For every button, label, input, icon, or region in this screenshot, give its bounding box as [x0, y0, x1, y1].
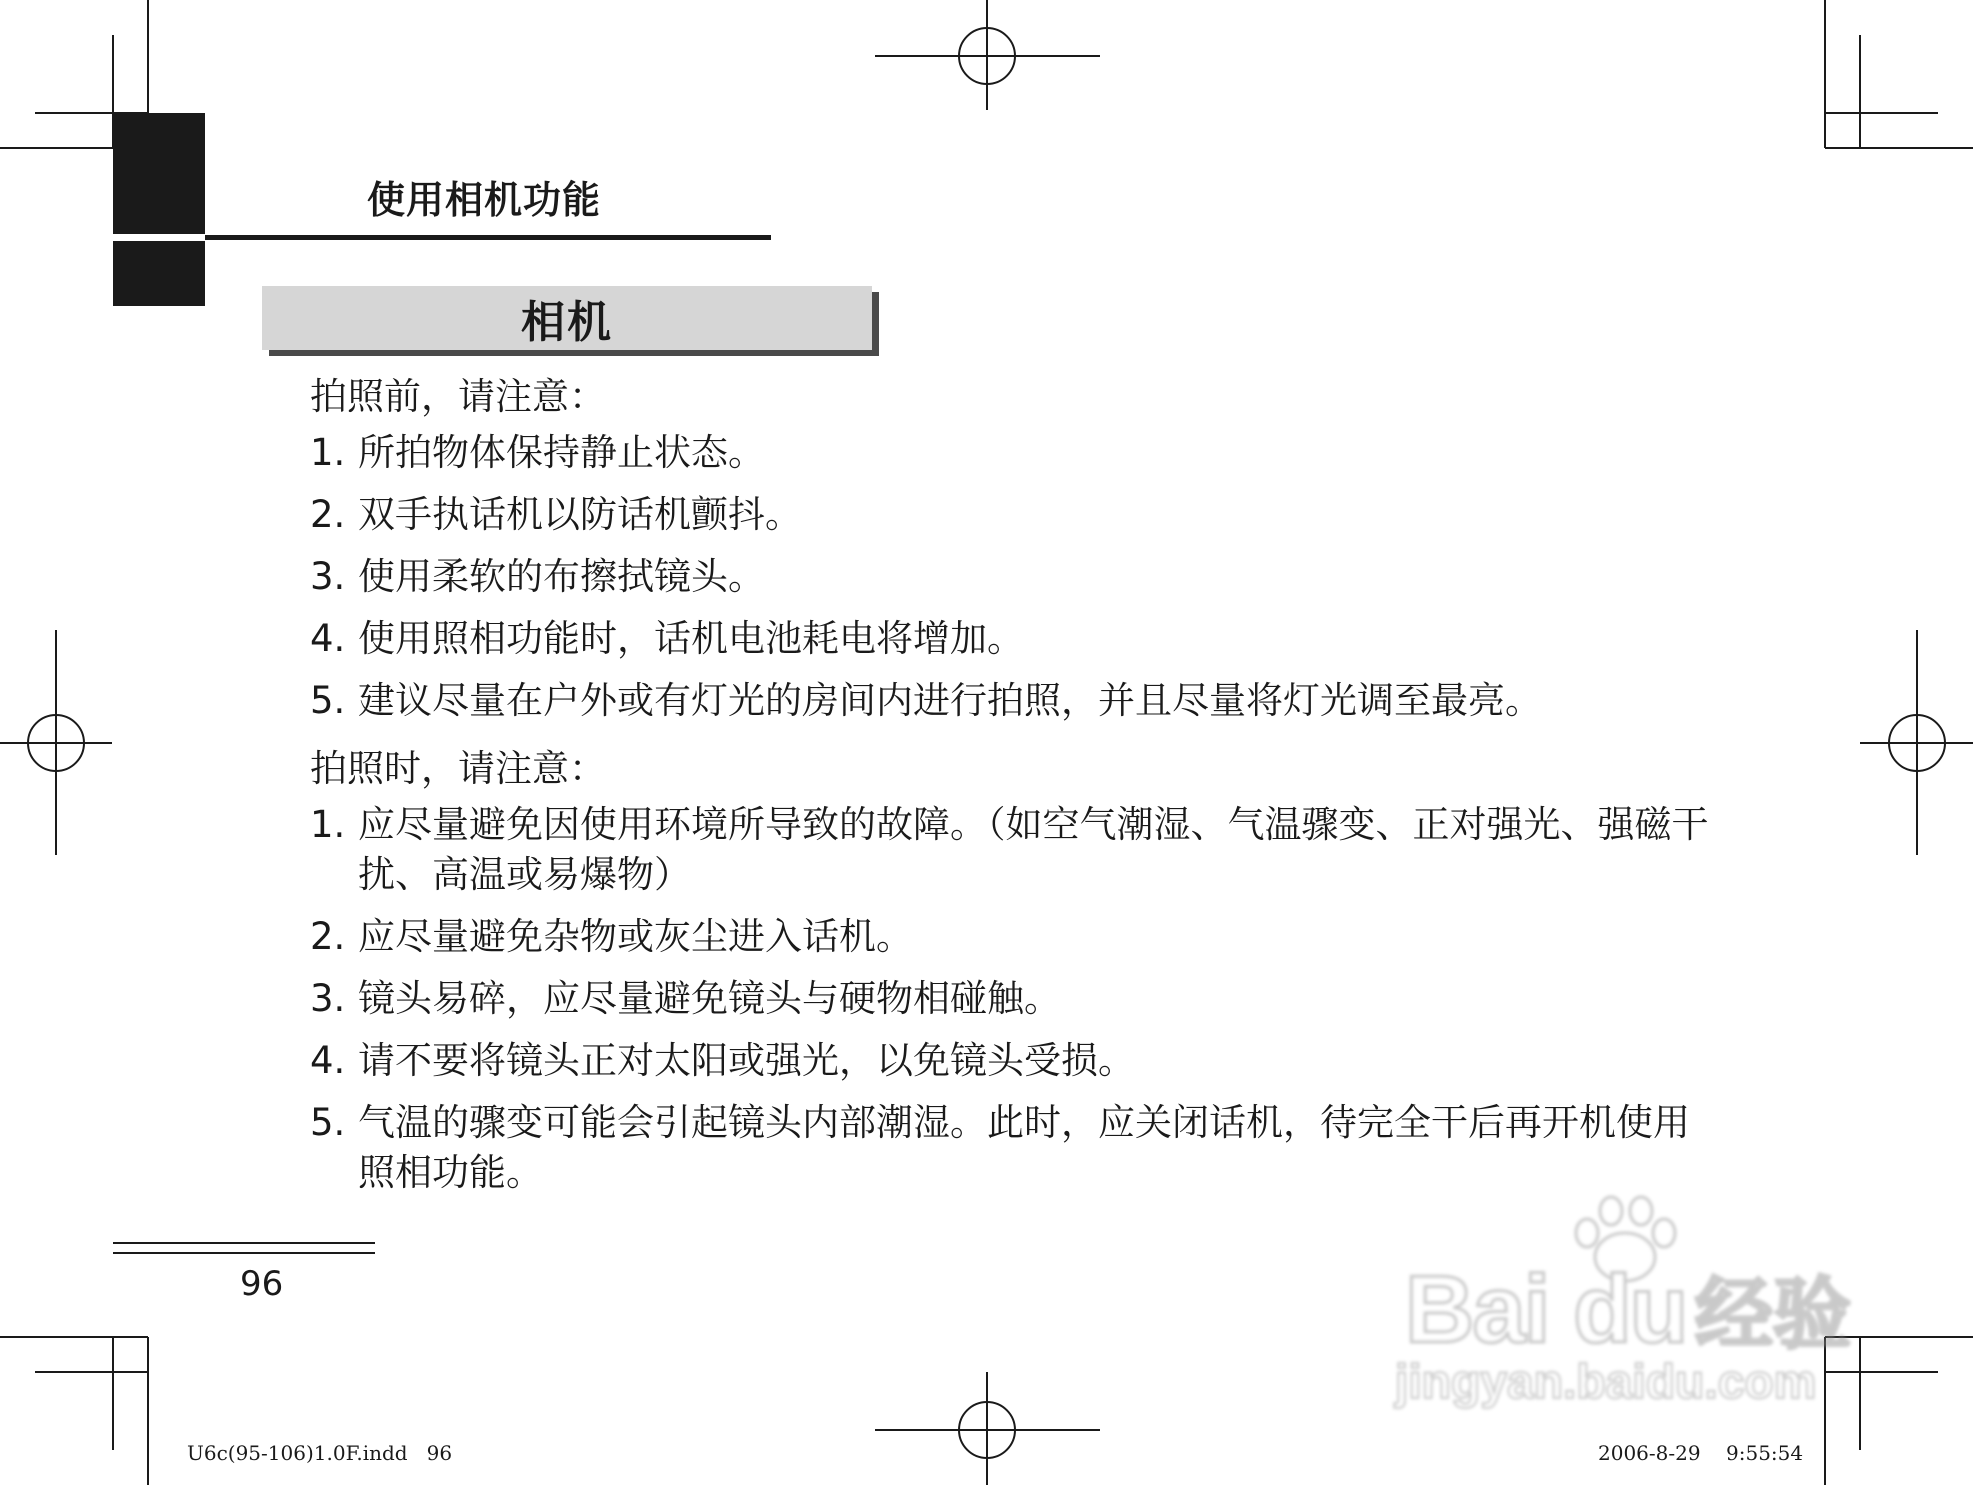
footer-rule-top [113, 1242, 375, 1244]
list-number: 2. [310, 915, 346, 958]
list-item [310, 974, 1720, 1024]
list-number: 1. [310, 803, 346, 846]
list-number: 4. [310, 1039, 346, 1082]
list-text: 请不要将镜头正对太阳或强光，以免镜头受损。 [358, 1039, 1135, 1082]
list-item [310, 676, 1720, 726]
baidu-jingyan-watermark [1395, 1195, 1865, 1410]
list-number: 4. [310, 617, 346, 660]
list-text: 气温的骤变可能会引起镜头内部潮湿。此时，应关闭话机，待完全干后再开机使用照相功能。 [358, 1101, 1690, 1194]
print-slug-datetime: 2006-8-29 9:55:54 [1598, 1441, 1804, 1465]
section-header-rule [205, 235, 771, 240]
list-number: 5. [310, 679, 346, 722]
list-text: 使用照相功能时，话机电池耗电将增加。 [358, 617, 1024, 660]
before-shooting-heading: 拍照前，请注意： [310, 375, 606, 418]
list-text: 镜头易碎，应尽量避免镜头与硬物相碰触。 [358, 977, 1061, 1020]
list-number: 2. [310, 493, 346, 536]
list-text: 建议尽量在户外或有灯光的房间内进行拍照，并且尽量将灯光调至最亮。 [358, 679, 1542, 722]
list-item [310, 912, 1720, 962]
footer-rule-bottom [113, 1252, 375, 1254]
list-text: 所拍物体保持静止状态。 [358, 431, 765, 474]
section-header: 使用相机功能 [367, 178, 602, 222]
list-item [310, 800, 1725, 900]
list-text: 使用柔软的布擦拭镜头。 [358, 555, 765, 598]
chapter-thumb-tab-lower [113, 241, 205, 306]
list-item [310, 1098, 1725, 1198]
list-item [310, 552, 1720, 602]
during-shooting-heading: 拍照时，请注意： [310, 747, 606, 790]
page-number: 96 [240, 1264, 284, 1304]
list-item [310, 428, 1720, 478]
list-text: 应尽量避免因使用环境所导致的故障。（如空气潮湿、气温骤变、正对强光、强磁干扰、高温或易爆物） [358, 803, 1709, 896]
body-content [310, 366, 1720, 1210]
watermark-url: jingyan.baidu.com [1395, 1356, 1817, 1409]
watermark-cn: 经验 [1695, 1270, 1852, 1360]
list-item [310, 614, 1720, 664]
print-slug-file: U6c(95-106)1.0F.indd 96 [187, 1441, 453, 1465]
list-text: 应尽量避免杂物或灰尘进入话机。 [358, 915, 913, 958]
page-title: 相机 [521, 297, 613, 348]
list-item [310, 490, 1720, 540]
list-text: 双手执话机以防话机颤抖。 [358, 493, 802, 536]
chapter-thumb-tab-upper [113, 113, 205, 234]
watermark-brand: Bai du [1405, 1256, 1687, 1363]
list-item [310, 1036, 1720, 1086]
list-number: 5. [310, 1101, 346, 1144]
list-number: 3. [310, 977, 346, 1020]
list-number: 3. [310, 555, 346, 598]
page-title-box [262, 286, 872, 350]
list-number: 1. [310, 431, 346, 474]
